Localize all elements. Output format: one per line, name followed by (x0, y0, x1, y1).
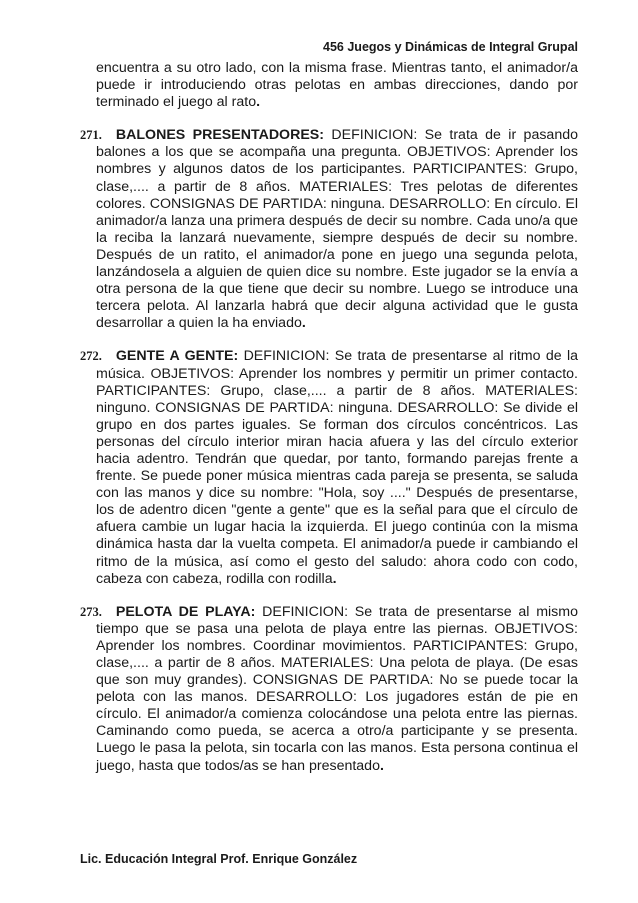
entry-title: GENTE A GENTE: (115, 348, 239, 365)
entry-body: DEFINICION: Se trata de presentarse al ritmo de la música. OBJETIVOS: Aprender los nombres y permitir un primer contacto. PARTICIPANTES: Grupo, clase,.... a partir de 8 años. MATERIALES: ninguno. CONSIGNAS DE PARTIDA: ninguna. DESARROLLO: Se divide el grupo en dos partes iguales. Se forman dos círculos concéntricos. Las personas del círculo interior miran hacia afuera y las del círculo exterior hacia adentro. Tendrán que quedar, por tanto, formando parejas frente a frente. Se puede poner música mientras cada pareja se presenta, se saluda con las manos y dice su nombre: "Hola, soy ...." Después de presentarse, los de adentro dicen "gente a gente" que es la señal para que el círculo de afuera cambie un lugar hacia la izquierda. El juego continúa con la misma dinámica hasta dar la vuelta competa. El animador/a puede ir cambiando el ritmo de la música, así como el gesto del saludo: ahora codo con codo, cabeza con cabeza, rodilla con rodilla (96, 348, 578, 587)
entry-title: BALONES PRESENTADORES: (115, 127, 324, 144)
entry-body: DEFINICION: Se trata de presentarse al mismo tiempo que se pasa una pelota de playa entre las piernas. OBJETIVOS: Aprender los nombres. Coordinar movimientos. PARTICIPANTES: Grupo, clase,.... a partir de 8 años. MATERIALES: Una pelota de playa. (De esas que son muy grandes). CONSIGNAS DE PARTIDA: No se puede tocar la pelota con las manos. DESARROLLO: Los jugadores están de pie en círculo. El animador/a comienza colocándose una pelota entre las piernas. Caminando como pueda, se acerca a otro/a participante y se presenta. Luego le pasa la pelota, sin tocarla con las manos. Esta persona continua el juego, hasta que todos/as se han presentado (96, 603, 578, 774)
entry-number: 273. (80, 604, 102, 619)
entry-number: 272. (80, 349, 102, 364)
paragraph-end-mark: . (301, 315, 306, 332)
paragraph-end-mark: . (332, 570, 337, 587)
continuation-paragraph (96, 60, 578, 111)
paragraph-end-mark: . (379, 757, 384, 774)
entry-body: DEFINICION: Se trata de ir pasando balones a los que se acompaña una pregunta. OBJETIVOS: Aprender los nombres y algunos datos de los participantes. PARTICIPANTES: Grupo, clase,.... a partir de 8 años. MATERIALES: Tres pelotas de diferentes colores. CONSIGNAS DE PARTIDA: ninguna. DESARROLLO: En círculo. El animador/a lanza una primera después de decir su nombre. Cada uno/a que la reciba la lanzará nuevamente, siempre después de decir su nombre. Después de un ratito, el animador/a pone en juego una segunda pelota, lanzándosela a alguien de quien dice su nombre. Este jugador se la envía a otra persona de la que tiene que decir su nombre. Luego se introduce una tercera pelota. Al lanzarla habrá que decir alguna actividad que le gusta desarrollar a quien la ha enviado (96, 127, 578, 332)
document-body (80, 60, 578, 775)
entry-number: 271. (80, 128, 102, 143)
entry-272 (80, 348, 578, 587)
entry-271 (80, 127, 578, 332)
entry-273 (80, 603, 578, 775)
page-header: 456 Juegos y Dinámicas de Integral Grupal (323, 40, 578, 54)
paragraph-end-mark: . (256, 94, 261, 111)
entry-title: PELOTA DE PLAYA: (115, 603, 256, 620)
continuation-text: encuentra a su otro lado, con la misma frase. Mientras tanto, el animador/a puede ir introduciendo otras pelotas en ambas direcciones, dando por terminado el juego al rato (96, 60, 578, 111)
page-footer: Lic. Educación Integral Prof. Enrique González (80, 852, 358, 866)
